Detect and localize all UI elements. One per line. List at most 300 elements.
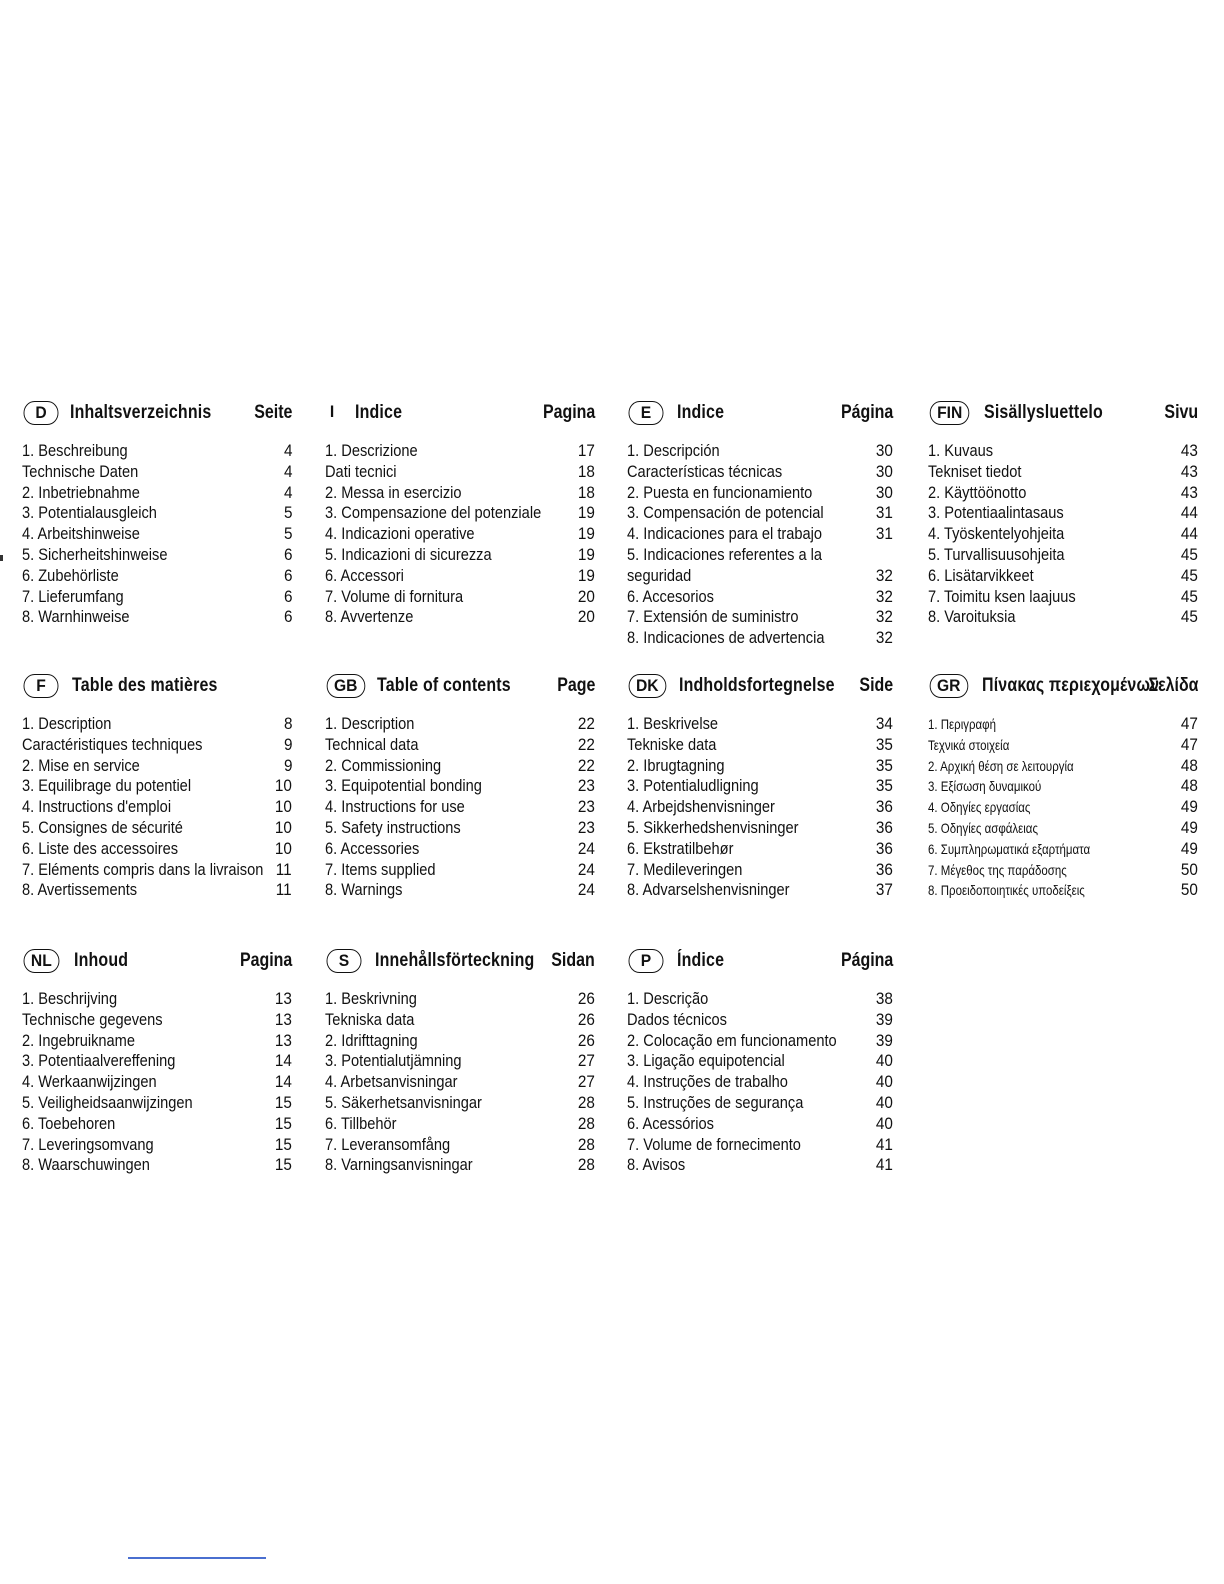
toc-entry-label: 2. Puesta en funcionamiento [627, 482, 813, 502]
toc-entry-page-number: 26 [577, 1009, 595, 1029]
toc-entry-label: Technische gegevens [22, 1009, 163, 1029]
toc-entry [928, 524, 1198, 545]
toc-entry [627, 462, 893, 483]
toc-entry-page-number: 30 [875, 441, 893, 460]
language-badge: D [24, 401, 59, 425]
toc-entry-page-number: 45 [1180, 607, 1198, 627]
toc-entry-label: Tekniske data [627, 734, 717, 754]
toc-entry-label: 3. Potentiaalvereffening [22, 1051, 176, 1071]
toc-entry [928, 587, 1198, 608]
toc-entry-page-number: 27 [577, 1051, 595, 1071]
toc-entry [22, 860, 292, 881]
toc-entry-label: 3. Equilibrage du potentiel [22, 776, 192, 796]
toc-entry [627, 860, 893, 881]
toc-entry-label: 1. Beskrivning [325, 989, 417, 1008]
toc-entry-label: 1. Beschrijving [22, 989, 118, 1008]
toc-entry [325, 797, 595, 818]
toc-entry-page-number: 5 [283, 524, 292, 544]
toc-section-nl [22, 945, 292, 1176]
toc-entry-page-number: 20 [577, 607, 595, 627]
language-badge: P [629, 949, 664, 973]
toc-entry [22, 462, 292, 483]
toc-entry-label: 3. Potentiaalintasaus [928, 503, 1064, 523]
toc-entry-label: 1. Description [22, 714, 112, 733]
toc-entry [627, 1114, 893, 1135]
toc-entry-label: Caractéristiques techniques [22, 734, 203, 754]
toc-entry [627, 714, 893, 735]
toc-entry-list [627, 441, 893, 649]
toc-entry [22, 1135, 292, 1156]
toc-entry-page-number: 39 [875, 1009, 893, 1029]
toc-entry-label: 8. Avertissements [22, 880, 138, 900]
section-title: Table of contents [377, 675, 511, 696]
toc-entry [325, 441, 595, 462]
toc-entry-label: 2. Colocação em funcionamento [627, 1030, 837, 1050]
toc-entry-page-number: 40 [875, 1113, 893, 1133]
toc-entry [22, 566, 292, 587]
page-column-label: Pagina [542, 402, 595, 423]
toc-entry-label: 3. Εξίσωση δυναμικού [928, 778, 1042, 795]
page-column-label: Pagina [239, 950, 292, 971]
toc-entry-label: Dados técnicos [627, 1009, 727, 1029]
edge-mark [0, 555, 3, 561]
toc-entry-label: 8. Προειδοποιητικές υποδείξεις [928, 882, 1085, 899]
toc-entry-page-number: 23 [577, 817, 595, 837]
toc-entry-page-number: 40 [875, 1051, 893, 1071]
toc-entry-page-number: 6 [283, 544, 292, 564]
toc-entry [325, 524, 595, 545]
toc-entry-label: 8. Avisos [627, 1155, 686, 1175]
toc-entry-label: 3. Compensazione del potenziale [325, 503, 542, 523]
toc-entry [627, 1135, 893, 1156]
toc-entry [22, 797, 292, 818]
toc-entry-page-number: 41 [875, 1134, 893, 1154]
toc-entry-page-number: 36 [875, 838, 893, 858]
toc-entry-page-number: 23 [577, 797, 595, 817]
section-title: Indice [355, 402, 403, 423]
toc-entry-page-number: 19 [577, 503, 595, 523]
toc-entry [928, 839, 1198, 860]
toc-entry-page-number: 36 [875, 797, 893, 817]
toc-entry-list [325, 441, 595, 628]
toc-entry-label: 5. Instruções de segurança [627, 1092, 804, 1112]
toc-section-i [325, 397, 595, 628]
toc-entry [22, 1114, 292, 1135]
toc-entry [928, 441, 1198, 462]
toc-entry-list [22, 714, 292, 901]
toc-entry [325, 587, 595, 608]
toc-entry-page-number: 6 [283, 565, 292, 585]
toc-entry [325, 1114, 595, 1135]
toc-entry [928, 503, 1198, 524]
toc-entry [22, 503, 292, 524]
toc-entry-label: 7. Μέγεθος της παράδοσης [928, 861, 1067, 878]
toc-entry-page-number: 22 [577, 755, 595, 775]
toc-entry-label: 6. Liste des accessoires [22, 838, 179, 858]
toc-entry-label: 8. Warnings [325, 880, 403, 900]
toc-entry [22, 735, 292, 756]
toc-entry-label: 8. Varoituksia [928, 607, 1016, 627]
toc-entry [928, 545, 1198, 566]
toc-entry-page-number: 22 [577, 714, 595, 733]
language-badge: I [329, 402, 335, 421]
toc-entry-label: Características técnicas [627, 461, 783, 481]
toc-entry-page-number: 19 [577, 565, 595, 585]
toc-entry-label: 8. Avvertenze [325, 607, 414, 627]
toc-entry-label: 5. Säkerhetsanvisningar [325, 1092, 482, 1112]
toc-entry-page-number: 49 [1180, 817, 1198, 837]
toc-entry [22, 776, 292, 797]
toc-entry [22, 607, 292, 628]
toc-entry-label: Dati tecnici [325, 461, 397, 481]
section-title: Índice [677, 950, 725, 971]
toc-entry-page-number: 32 [875, 565, 893, 585]
toc-entry [627, 839, 893, 860]
toc-entry-label: 3. Potentialausgleich [22, 503, 157, 523]
toc-entry-label: 7. Toimitu ksen laajuus [928, 586, 1076, 606]
toc-entry-list [627, 989, 893, 1176]
toc-entry-label: 6. Ekstratilbehør [627, 838, 734, 858]
page-column-label: Sivu [1164, 402, 1198, 423]
toc-entry-page-number: 48 [1180, 776, 1198, 796]
toc-entry-page-number: 50 [1180, 859, 1198, 879]
toc-section-f [22, 670, 292, 901]
toc-entry [22, 1031, 292, 1052]
toc-entry [627, 880, 893, 901]
toc-entry-label: 7. Extensión de suministro [627, 607, 799, 627]
section-header [627, 670, 893, 704]
toc-entry [627, 756, 893, 777]
toc-entry-page-number: 10 [274, 776, 292, 796]
toc-entry-label: 1. Περιγραφή [928, 716, 996, 732]
toc-entry-page-number: 11 [276, 880, 292, 900]
toc-entry [627, 441, 893, 462]
toc-entry-label: 2. Ibrugtagning [627, 755, 725, 775]
language-badge: F [24, 674, 59, 698]
toc-entry-label: 5. Veiligheidsaanwijzingen [22, 1092, 193, 1112]
toc-entry [627, 545, 893, 566]
page-column-label: Página [840, 950, 893, 971]
toc-entry-page-number: 31 [875, 503, 893, 523]
section-header [22, 397, 292, 431]
toc-entry-label: 5. Turvallisuusohjeita [928, 544, 1065, 564]
section-title: Inhaltsverzeichnis [70, 402, 212, 423]
toc-entry-page-number: 4 [283, 482, 292, 502]
toc-entry-page-number: 10 [274, 797, 292, 817]
toc-entry-list [22, 989, 292, 1176]
toc-entry-page-number: 35 [875, 755, 893, 775]
toc-entry-label: 1. Descrição [627, 989, 709, 1008]
toc-entry [22, 818, 292, 839]
toc-entry [325, 1072, 595, 1093]
toc-section-e [627, 397, 893, 649]
toc-entry [627, 607, 893, 628]
toc-entry-page-number: 5 [283, 503, 292, 523]
toc-entry-page-number: 37 [875, 880, 893, 900]
toc-entry-label: 4. Indicazioni operative [325, 524, 475, 544]
toc-entry-label: 7. Leveringsomvang [22, 1134, 154, 1154]
toc-entry-label: 1. Beskrivelse [627, 714, 719, 733]
toc-entry-label: 6. Toebehoren [22, 1113, 116, 1133]
toc-entry-label: 7. Eléments compris dans la livraison [22, 859, 264, 879]
toc-entry-page-number: 4 [283, 441, 292, 460]
toc-entry-page-number: 22 [577, 734, 595, 754]
toc-entry-list [325, 989, 595, 1176]
toc-entry-page-number: 45 [1180, 586, 1198, 606]
toc-entry [22, 756, 292, 777]
toc-entry-page-number: 10 [274, 838, 292, 858]
toc-entry-label: 6. Acessórios [627, 1113, 714, 1133]
section-title: Indholdsfortegnelse [679, 675, 835, 696]
section-header [325, 945, 595, 979]
toc-entry-label: 7. Volume di fornitura [325, 586, 464, 606]
toc-entry-label: 7. Lieferumfang [22, 586, 124, 606]
toc-entry-page-number: 19 [577, 524, 595, 544]
toc-entry-page-number: 32 [875, 586, 893, 606]
toc-entry-label: 5. Οδηγίες ασφάλειας [928, 819, 1038, 836]
section-header [325, 670, 595, 704]
toc-entry [22, 524, 292, 545]
toc-entry [325, 1135, 595, 1156]
toc-entry [325, 880, 595, 901]
page-column-label: Side [859, 675, 893, 696]
toc-entry-label: 2. Mise en service [22, 755, 140, 775]
section-header [22, 670, 292, 704]
toc-entry [627, 818, 893, 839]
toc-entry-page-number: 18 [577, 482, 595, 502]
toc-entry [325, 818, 595, 839]
toc-entry [627, 1072, 893, 1093]
toc-entry [928, 714, 1198, 735]
toc-entry [325, 1010, 595, 1031]
toc-entry-page-number: 28 [577, 1113, 595, 1133]
toc-entry [928, 607, 1198, 628]
toc-entry [22, 714, 292, 735]
toc-entry-page-number: 45 [1180, 565, 1198, 585]
toc-entry-label: seguridad [627, 565, 692, 585]
toc-entry-page-number: 43 [1180, 461, 1198, 481]
toc-entry [627, 566, 893, 587]
toc-entry-label: 8. Varningsanvisningar [325, 1155, 473, 1175]
toc-entry-page-number: 20 [577, 586, 595, 606]
toc-entry-label: 6. Accessories [325, 838, 420, 858]
toc-entry [627, 483, 893, 504]
toc-entry [22, 880, 292, 901]
toc-entry-label: Τεχνικά στοιχεία [928, 736, 1010, 753]
language-badge: NL [24, 949, 60, 973]
toc-entry [22, 1072, 292, 1093]
toc-entry-label: 5. Sikkerhedshenvisninger [627, 817, 799, 837]
toc-entry [627, 1051, 893, 1072]
toc-entry [928, 462, 1198, 483]
toc-entry-page-number: 49 [1180, 797, 1198, 817]
toc-entry [22, 587, 292, 608]
toc-entry-list [928, 714, 1198, 901]
toc-entry-label: 8. Waarschuwingen [22, 1155, 150, 1175]
toc-entry-page-number: 40 [875, 1092, 893, 1112]
toc-entry-label: 7. Medileveringen [627, 859, 743, 879]
toc-entry-page-number: 9 [283, 734, 292, 754]
toc-entry [627, 628, 893, 649]
toc-entry-page-number: 49 [1180, 838, 1198, 858]
toc-entry-label: Technische Daten [22, 461, 139, 481]
toc-entry-page-number: 19 [577, 544, 595, 564]
toc-entry-page-number: 18 [577, 461, 595, 481]
toc-entry [627, 776, 893, 797]
toc-entry [627, 587, 893, 608]
toc-entry [627, 1031, 893, 1052]
footer-rule [128, 1557, 266, 1559]
toc-entry-page-number: 40 [875, 1072, 893, 1092]
toc-entry-page-number: 50 [1180, 880, 1198, 900]
toc-entry-page-number: 28 [577, 1134, 595, 1154]
toc-entry-list [928, 441, 1198, 628]
toc-entry-page-number: 15 [274, 1134, 292, 1154]
toc-entry-page-number: 47 [1180, 734, 1198, 754]
toc-entry-label: 1. Beschreibung [22, 441, 128, 460]
section-title: Inhoud [74, 950, 129, 971]
toc-entry-page-number: 14 [274, 1072, 292, 1092]
section-title: Indice [677, 402, 725, 423]
toc-entry-page-number: 28 [577, 1155, 595, 1175]
toc-section-dk [627, 670, 893, 901]
toc-entry-page-number: 47 [1180, 714, 1198, 733]
section-header [22, 945, 292, 979]
toc-entry [325, 1051, 595, 1072]
toc-entry [22, 1051, 292, 1072]
toc-entry-label: 2. Messa in esercizio [325, 482, 462, 502]
toc-entry-label: 3. Potentialudligning [627, 776, 759, 796]
toc-entry [325, 860, 595, 881]
toc-entry [325, 989, 595, 1010]
language-badge: GB [327, 674, 365, 698]
toc-entry-page-number: 43 [1180, 441, 1198, 460]
toc-entry [928, 860, 1198, 881]
toc-entry [627, 797, 893, 818]
toc-entry-label: 2. Inbetriebnahme [22, 482, 140, 502]
toc-entry-page-number: 13 [274, 989, 292, 1008]
toc-entry-page-number: 9 [283, 755, 292, 775]
toc-entry-label: 5. Consignes de sécurité [22, 817, 183, 837]
toc-entry [22, 1010, 292, 1031]
toc-entry-page-number: 32 [875, 628, 893, 648]
toc-entry [22, 1155, 292, 1176]
toc-entry [22, 1093, 292, 1114]
toc-entry-page-number: 8 [283, 714, 292, 733]
language-badge: DK [629, 674, 666, 698]
toc-entry-page-number: 30 [875, 461, 893, 481]
toc-entry-page-number: 35 [875, 734, 893, 754]
toc-entry-label: 8. Indicaciones de advertencia [627, 628, 825, 648]
toc-entry [928, 776, 1198, 797]
toc-entry-label: 4. Instructions for use [325, 797, 465, 817]
toc-entry-label: 1. Kuvaus [928, 441, 994, 460]
toc-entry-label: 6. Accessori [325, 565, 404, 585]
toc-entry-page-number: 34 [875, 714, 893, 733]
toc-entry-page-number: 6 [283, 586, 292, 606]
toc-entry-label: 6. Zubehörliste [22, 565, 119, 585]
toc-entry-label: 3. Compensación de potencial [627, 503, 824, 523]
toc-entry [22, 989, 292, 1010]
section-title: Table des matières [72, 675, 218, 696]
toc-entry-label: 4. Instruções de trabalho [627, 1072, 788, 1092]
toc-entry-page-number: 13 [274, 1009, 292, 1029]
toc-entry-page-number: 14 [274, 1051, 292, 1071]
toc-entry-page-number: 39 [875, 1030, 893, 1050]
toc-entry-page-number: 28 [577, 1092, 595, 1112]
toc-section-p [627, 945, 893, 1176]
toc-entry-label: 5. Sicherheitshinweise [22, 544, 168, 564]
toc-entry-page-number: 45 [1180, 544, 1198, 564]
toc-entry-label: 7. Volume de fornecimento [627, 1134, 801, 1154]
toc-entry [627, 1155, 893, 1176]
toc-entry-label: Tekniset tiedot [928, 461, 1022, 481]
toc-entry [627, 735, 893, 756]
section-header [627, 945, 893, 979]
toc-entry-page-number: 24 [577, 838, 595, 858]
toc-entry-label: 1. Description [325, 714, 415, 733]
toc-section-gb [325, 670, 595, 901]
toc-entry-page-number: 10 [274, 817, 292, 837]
section-header [928, 670, 1198, 704]
toc-entry-page-number: 32 [875, 607, 893, 627]
toc-entry-page-number: 17 [577, 441, 595, 460]
toc-entry-label: 4. Instructions d'emploi [22, 797, 172, 817]
toc-entry [325, 607, 595, 628]
toc-entry [627, 524, 893, 545]
toc-entry [325, 1031, 595, 1052]
toc-entry-label: 3. Potentialutjämning [325, 1051, 462, 1071]
toc-entry [627, 1093, 893, 1114]
toc-entry [325, 1155, 595, 1176]
toc-entry-label: 1. Descripción [627, 441, 720, 460]
toc-section-d [22, 397, 292, 628]
toc-entry-label: 5. Safety instructions [325, 817, 461, 837]
language-badge: FIN [930, 401, 970, 425]
toc-entry-page-number: 15 [274, 1155, 292, 1175]
toc-entry-label: 4. Arbetsanvisningar [325, 1072, 458, 1092]
toc-entry-label: 8. Warnhinweise [22, 607, 130, 627]
toc-entry-label: 4. Arbeitshinweise [22, 524, 140, 544]
toc-entry [325, 566, 595, 587]
toc-entry-page-number: 26 [577, 989, 595, 1008]
toc-entry-label: 1. Descrizione [325, 441, 418, 460]
toc-entry [325, 756, 595, 777]
toc-entry [325, 839, 595, 860]
toc-entry [928, 566, 1198, 587]
toc-entry-label: Technical data [325, 734, 419, 754]
toc-entry-page-number: 30 [875, 482, 893, 502]
toc-entry-page-number: 26 [577, 1030, 595, 1050]
section-title: Sisällysluettelo [984, 402, 1103, 423]
toc-entry [928, 756, 1198, 777]
toc-entry-label: 3. Ligação equipotencial [627, 1051, 785, 1071]
section-header [325, 397, 595, 431]
toc-entry-page-number: 38 [875, 989, 893, 1008]
toc-entry [325, 545, 595, 566]
toc-entry-page-number: 27 [577, 1072, 595, 1092]
toc-entry-page-number: 6 [283, 607, 292, 627]
page-column-label: Σελίδα [1148, 675, 1198, 696]
toc-section-s [325, 945, 595, 1176]
toc-entry-page-number: 36 [875, 859, 893, 879]
toc-entry-label: 5. Indicaciones referentes a la [627, 544, 823, 564]
toc-entry [22, 839, 292, 860]
section-title: Innehållsförteckning [375, 950, 535, 971]
toc-entry-label: 2. Αρχική θέση σε λειτουργία [928, 757, 1074, 774]
toc-entry-label: 6. Συμπληρωματικά εξαρτήματα [928, 840, 1091, 857]
toc-entry-page-number: 4 [283, 461, 292, 481]
